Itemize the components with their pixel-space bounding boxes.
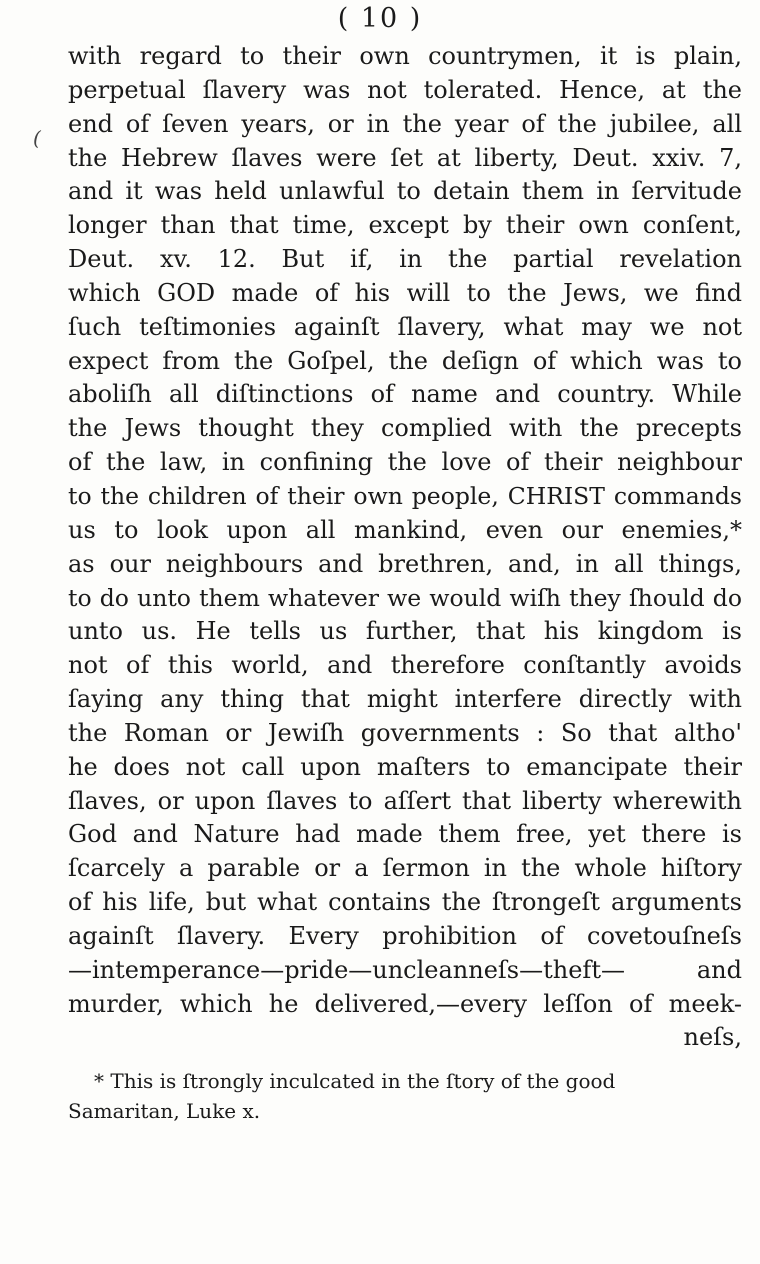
text-line: not of this world, and therefore conſtantly avoids: [68, 651, 742, 680]
text-line: ſlaves, or upon ſlaves to aſſert that liberty wherewith: [68, 786, 742, 815]
text-line: and it was held unlawful to detain them in ſervitude: [68, 177, 742, 206]
text-line: of the law, in confining the love of their neighbour: [68, 448, 742, 477]
text-line: longer than that time, except by their own conſent,: [68, 211, 742, 240]
text-line: expect from the Goſpel, the deſign of which was to: [68, 346, 742, 375]
text-line: us to look upon all mankind, even our enemies,*: [68, 515, 742, 544]
margin-mark: (: [33, 126, 41, 150]
text-line: which GOD made of his will to the Jews, we find: [68, 278, 742, 307]
text-line: as our neighbours and brethren, and, in all things,: [68, 549, 742, 578]
text-line: of his life, but what contains the ſtrongeſt arguments: [68, 888, 742, 917]
footnote: [68, 1066, 742, 1126]
text-line: to the children of their own people, CHRIST commands: [68, 481, 742, 510]
text-line: Deut. xv. 12. But if, in the partial revelation: [68, 245, 742, 274]
text-line: aboliſh all diſtinctions of name and country. While: [68, 380, 742, 409]
text-line: ſaying any thing that might interfere directly with: [68, 685, 742, 714]
footnote-line: * This is ſtrongly inculcated in the ſtory of the good: [94, 1069, 616, 1093]
text-line: to do unto them whatever we would wiſh they ſhould do: [68, 583, 742, 612]
text-line: ſuch teſtimonies againſt ſlavery, what may we not: [68, 312, 742, 341]
text-line: againſt ſlavery. Every prohibition of covetouſneſs: [68, 921, 742, 950]
text-line: ſcarcely a parable or a ſermon in the whole hiſtory: [68, 854, 742, 883]
text-line: unto us. He tells us further, that his kingdom is: [68, 617, 742, 646]
text-line: the Roman or Jewiſh governments : So that altho': [68, 718, 742, 747]
text-line: God and Nature had made them free, yet there is: [68, 820, 742, 849]
text-line: he does not call upon maſters to emancipate their: [68, 752, 742, 781]
text-line: the Hebrew ſlaves were ſet at liberty, Deut. xxiv. 7,: [68, 143, 742, 172]
body-text: [68, 40, 742, 1055]
footnote-line: Samaritan, Luke x.: [68, 1099, 261, 1123]
text-line: murder, which he delivered,—every leſſon of meek-: [68, 989, 742, 1018]
text-line: —intemperance—pride—uncleanneſs—theft— and: [68, 955, 742, 984]
text-line: perpetual ſlavery was not tolerated. Hence, at the: [68, 75, 742, 104]
text-line: end of ſeven years, or in the year of the jubilee, all: [68, 109, 742, 138]
text-line-catchword: neſs,: [683, 1023, 742, 1052]
text-line: the Jews thought they complied with the precepts: [68, 414, 742, 443]
page-number: ( 10 ): [337, 3, 423, 34]
text-line: with regard to their own countrymen, it is plain,: [68, 42, 742, 70]
